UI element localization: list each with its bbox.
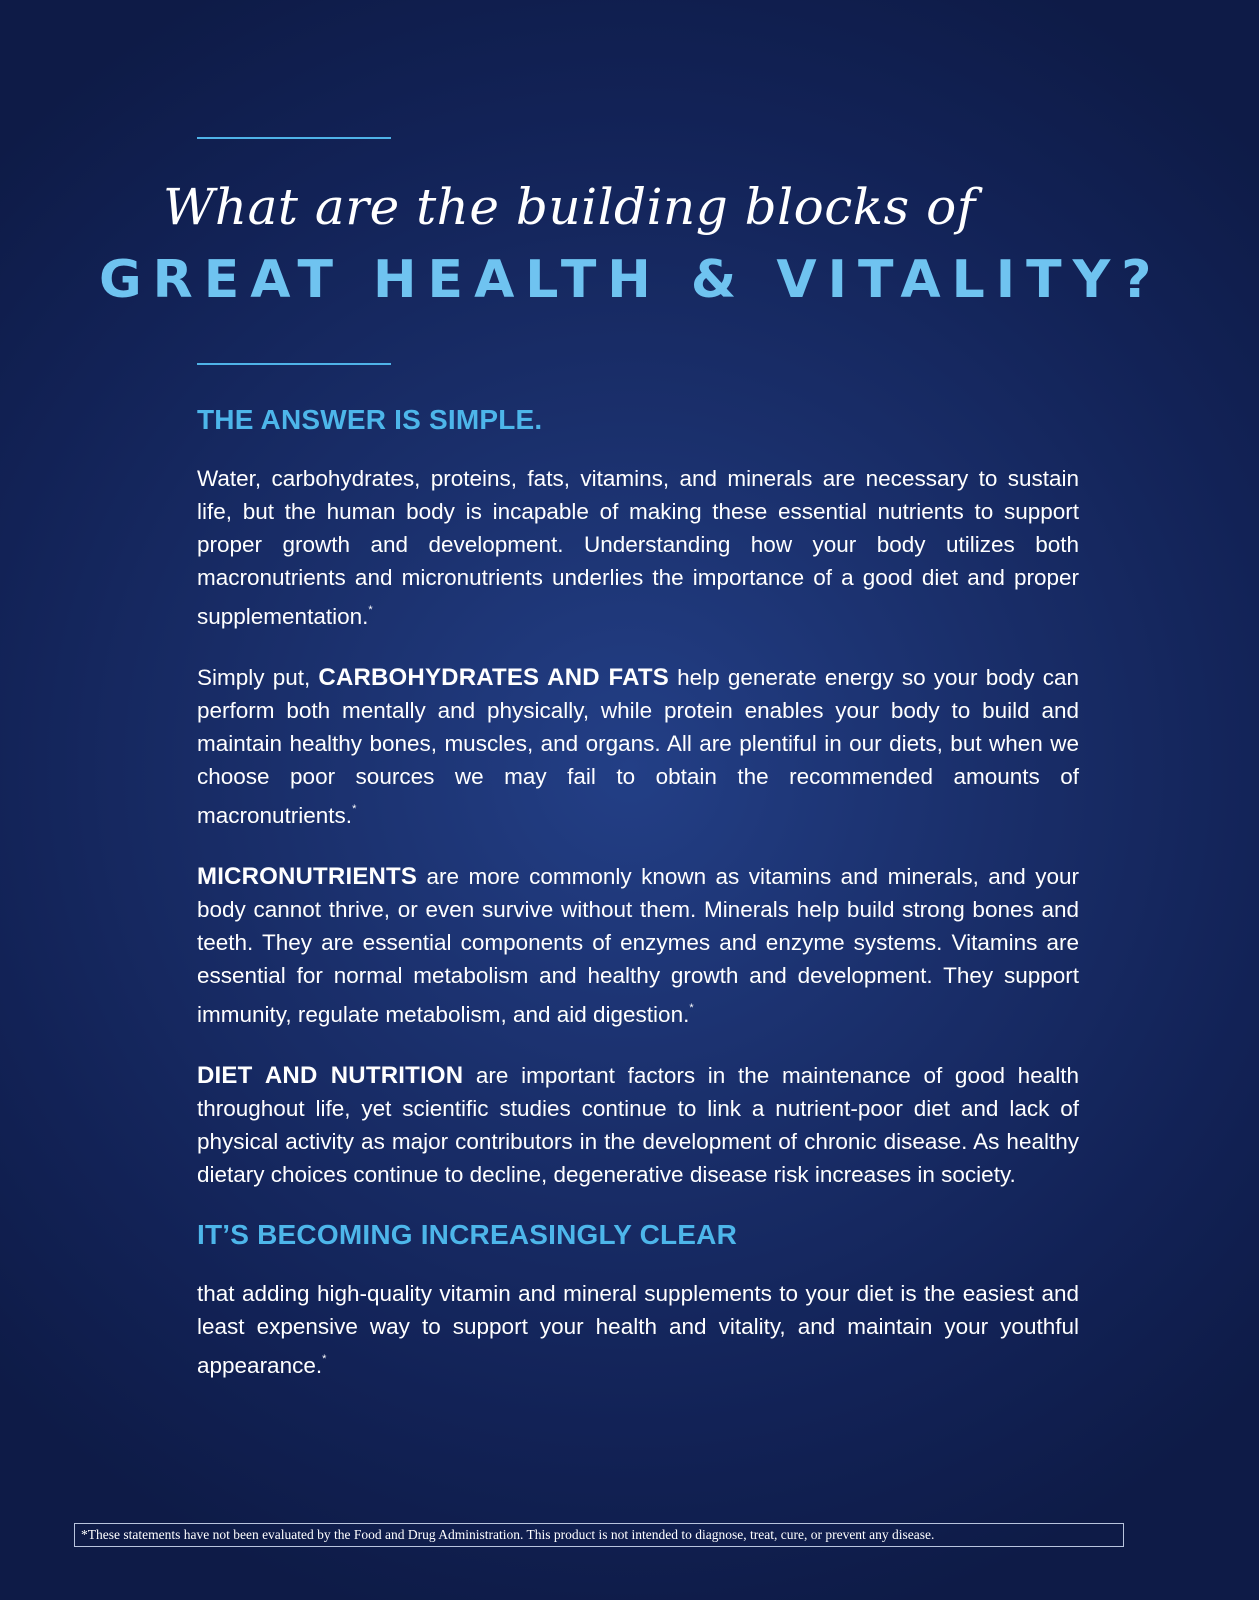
section-heading-clear: IT’S BECOMING INCREASINGLY CLEAR (197, 1219, 738, 1250)
lead-term-carbs-fats: CARBOHYDRATES AND FATS (318, 664, 669, 691)
paragraph-conclusion (197, 1277, 1079, 1382)
paragraph-diet-nutrition (197, 1059, 1079, 1191)
footnote-mark: * (322, 1353, 327, 1365)
paragraph-prefix: Simply put, (197, 665, 311, 690)
lead-term-diet-nutrition: DIET AND NUTRITION (197, 1062, 464, 1089)
paragraph-micronutrients (197, 860, 1079, 1031)
bottom-divider (197, 363, 391, 365)
section-heading-answer: THE ANSWER IS SIMPLE. (197, 404, 543, 435)
paragraph-micronutrients-text: are more commonly known as vitamins and minerals, and your body cannot thrive, or even survive without them. Minerals help build strong bones and teeth. They are essential components of enzymes and enzyme systems. Vitamins are essential for normal metabolism and healthy growth and development. They support immunity, regulate metabolism, and aid digestion. (197, 864, 1079, 1027)
paragraph-diet-nutrition-text: are important factors in the maintenance of good health throughout life, yet scientific studies continue to link a nutrient-poor diet and lack of physical activity as major contributors in the development of chronic disease. As healthy dietary choices continue to decline, degenerative disease risk increases in society. (197, 1063, 1079, 1187)
page-title-caps: GREAT HEALTH & VITALITY? (99, 250, 1163, 310)
paragraph-intro-text: Water, carbohydrates, proteins, fats, vitamins, and minerals are necessary to sustain life, but the human body is incapable of making these essential nutrients to support proper growth and development. Understanding how your body utilizes both macronutrients and micronutrients underlies the importance of a good diet and proper supplementation. (197, 466, 1079, 629)
article-body (197, 404, 1079, 1410)
footnote-mark: * (689, 1002, 694, 1014)
paragraph-intro (197, 462, 1079, 633)
paragraph-macronutrients (197, 661, 1079, 832)
paragraph-conclusion-text: that adding high-quality vitamin and mineral supplements to your diet is the easiest and least expensive way to support your health and vitality, and maintain your youthful appearance. (197, 1281, 1079, 1378)
footnote-mark: * (368, 604, 373, 616)
paragraph-macronutrients-text: help generate energy so your body can perform both mentally and physically, while protein enables your body to build and maintain healthy bones, muscles, and organs. All are plentiful in our diets, but when we choose poor sources we may fail to obtain the recommended amounts of macronutrients. (197, 665, 1079, 828)
footnote-mark: * (352, 803, 357, 815)
lead-term-micronutrients: MICRONUTRIENTS (197, 863, 418, 890)
top-divider (197, 137, 391, 139)
page-title-script: What are the building blocks of (163, 178, 976, 236)
fda-disclaimer: *These statements have not been evaluated by the Food and Drug Administration. This product is not intended to diagnose, treat, cure, or prevent any disease. (74, 1523, 1124, 1547)
